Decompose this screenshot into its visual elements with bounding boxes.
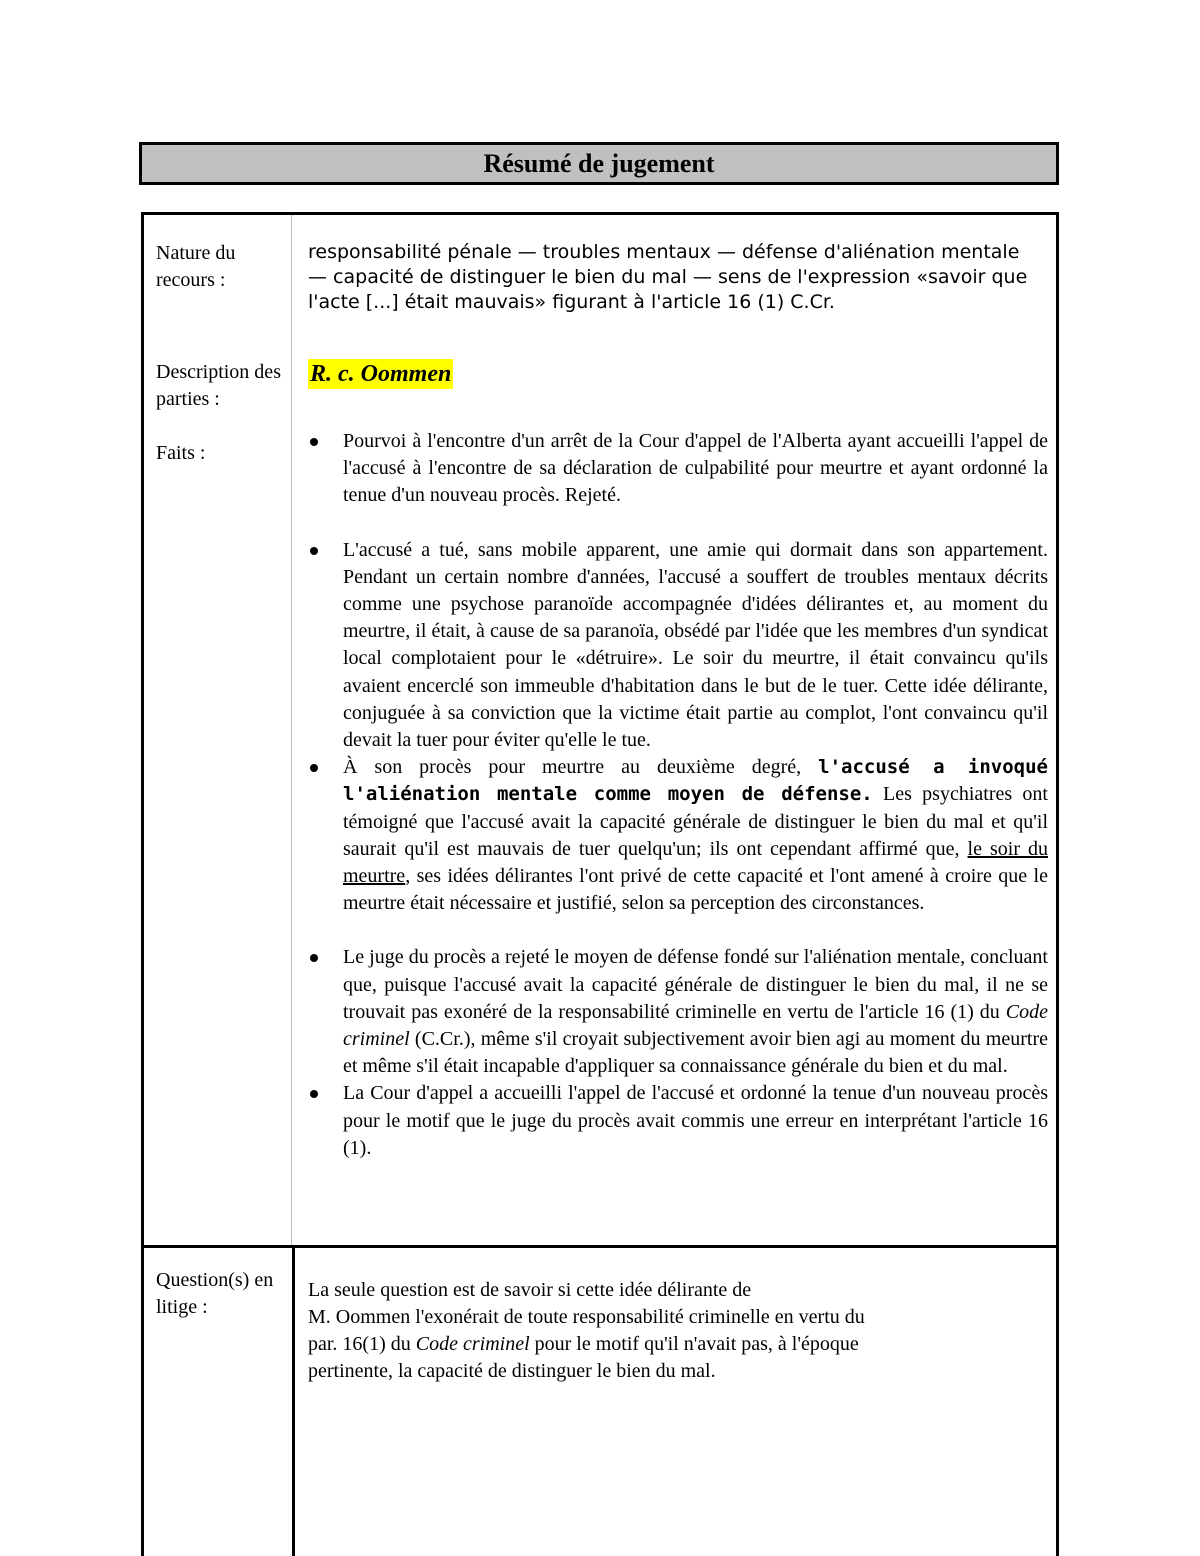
fact-text: Le juge du procès a rejeté le moyen de défense fondé sur l'aliénation mentale, concluant que, puisque l'accusé avait la capacité générale de distinguer le bien du mal, il ne se trouvait pas exonéré de la responsabilité criminelle en vertu de l'article 16 (1) du [343,946,1048,1023]
fact-italic: Code criminel [343,1000,1048,1051]
fact-emphasis: l'accusé a invoqué l'aliénation mentale comme moyen de défense. [343,756,1048,806]
question-line: pertinente, la capacité de distinguer le bien du mal. [308,1360,716,1382]
question-text: pour le motif qu'il n'avait pas, à l'époque [529,1333,859,1355]
fact-text: (C.Cr.), même s'il croyait subjectivement avoir bien agi au moment du meurtre et même s'il était incapable d'appliquer sa connaissance générale du bien et du mal. [343,1028,1048,1078]
row-divider [144,1245,1056,1248]
page-title: Résumé de jugement [139,142,1059,185]
question-line: M. Oommen l'exonérait de toute responsabilité criminelle en vertu du [308,1306,865,1328]
fact-item [308,944,1048,1080]
fact-text: , ses idées délirantes l'ont privé de cette capacité et l'ont amené à croire que le meurtre était nécessaire et justifié, selon sa perception des circonstances. [343,865,1048,915]
fact-text: À son procès pour meurtre au deuxième degré, [343,756,819,779]
question-line: La seule question est de savoir si cette idée délirante de [308,1279,752,1301]
question-text: par. 16(1) du [308,1333,416,1355]
facts-list [308,428,1048,1162]
fact-text: La Cour d'appel a accueilli l'appel de l'accusé et ordonné la tenue d'un nouveau procès pour le motif que le juge du procès avait commis une erreur en interprétant l'article 16 (1). [343,1082,1048,1159]
faits-label: Faits : [156,442,206,464]
question-content [308,1277,1028,1385]
bullet-icon [310,438,318,446]
fact-item [308,754,1048,917]
faits-content [308,428,1048,1162]
fact-text: L'accusé a tué, sans mobile apparent, une amie qui dormait dans son appartement. Pendant un certain nombre d'années, l'accusé a souffert de troubles mentaux décrits comme une psychose paranoïde accompagnée d'idées délirantes et, au moment du meurtre, il était, à cause de sa paranoïa, obsédé par l'idée que les membres d'un syndicat local complotaient pour le «détruire». Le soir du meurtre, il était convaincu qu'ils avaient encerclé son immeuble d'habitation dans le but de le tuer. Cette idée délirante, conjuguée à sa conviction que la victime était partie au complot, l'ont convaincu qu'il devait la tuer pour éviter qu'elle le tue. [343,538,1048,752]
column-divider-bottom [292,1245,295,1556]
case-name: R. c. Oommen [310,361,452,387]
bullet-icon [310,764,318,772]
question-label: Question(s) en litige : [156,1269,274,1318]
fact-text: Pourvoi à l'encontre d'un arrêt de la Cour d'appel de l'Alberta ayant accueilli l'appel de l'accusé à l'encontre de sa déclaration de culpabilité pour meurtre et ayant ordonné la tenue d'un nouveau procès. Rejeté. [343,430,1048,507]
question-italic: Code criminel [415,1333,530,1355]
fact-underline: le soir du meurtre [343,837,1048,888]
fact-item [308,428,1048,510]
question-line [308,1331,1028,1358]
parties-content [308,359,1048,389]
parties-label: Description des parties : [156,361,281,410]
fact-item [308,1080,1048,1162]
bullet-icon [310,1090,318,1098]
fact-item [308,537,1048,755]
bullet-icon [310,547,318,555]
nature-text: responsabilité pénale — troubles mentaux — défense d'aliénation mentale — capacité de distinguer le bien du mal — sens de l'expression «savoir que l'acte [...] était mauvais» figurant à l'article 16 (1) C.Cr. [308,241,1028,313]
nature-label: Nature du recours : [156,242,236,291]
fact-text: Les psychiatres ont témoigné que l'accusé avait la capacité générale de distinguer le bien du mal et qu'il saurait qu'il est mauvais de tuer quelqu'un; ils ont cependant affirmé que, [343,783,1048,860]
judgment-table [141,212,1059,1556]
bullet-icon [310,954,318,962]
column-divider-top [291,215,292,1245]
